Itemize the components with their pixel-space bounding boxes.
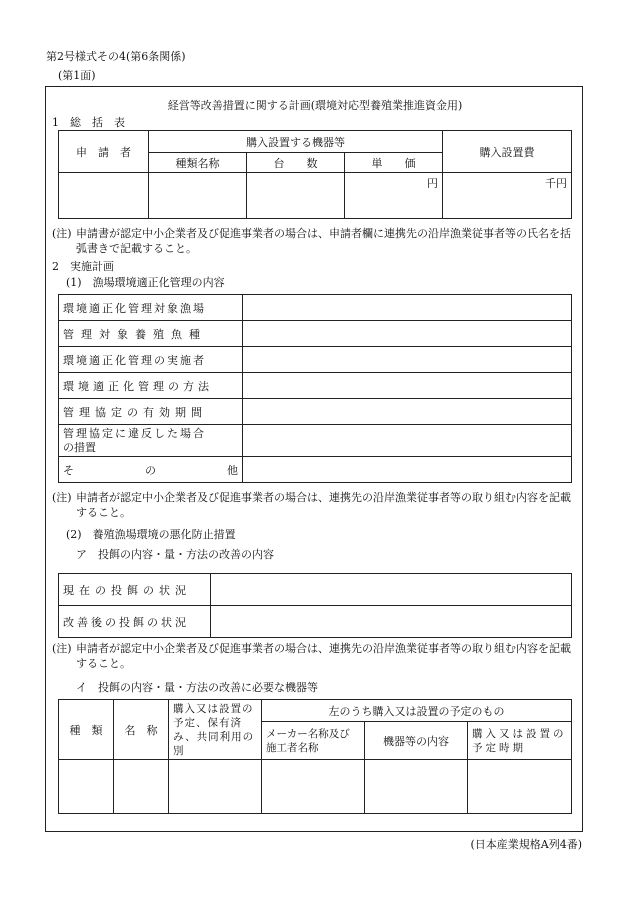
quantity-cell[interactable]: [247, 173, 345, 219]
target-fishery-value[interactable]: [243, 295, 572, 321]
name-cell[interactable]: [114, 760, 169, 814]
row-other: [63, 462, 238, 478]
section2-heading: 2 実施計画: [52, 260, 114, 273]
unit-thousand-yen: 千円: [545, 177, 567, 190]
other-char-1: そ: [63, 463, 74, 477]
quantity-header: 台 数: [247, 153, 345, 173]
other-char-3: 他: [227, 463, 238, 477]
footer-standard: (日本産業規格A列4番): [470, 838, 582, 851]
cost-header: 購入設置費: [443, 131, 572, 173]
unit-yen: 円: [427, 177, 438, 190]
current-feeding-value[interactable]: [211, 574, 572, 606]
sub1-heading: (1) 漁場環境適正化管理の内容: [66, 276, 225, 289]
violation-value[interactable]: [243, 425, 572, 457]
improved-feeding-value[interactable]: [211, 606, 572, 638]
note-2: 申請者が認定中小企業者及び促進事業者の場合は、連携先の沿岸漁業従事者等の取り組む内容を記載すること。: [76, 491, 571, 519]
name-header: 名 称: [114, 700, 169, 760]
note-label-2: (注): [52, 491, 72, 504]
other-char-2: の: [145, 463, 156, 477]
row-improved-feeding: 改善後の投餌の状況: [63, 615, 189, 629]
planned-time-header: 購入又は設置の予定時期: [468, 722, 572, 760]
method-value[interactable]: [243, 373, 572, 399]
maker-header: メーカー名称及び施工者名称: [262, 722, 365, 760]
row-target-species: 管理対象養殖魚種: [63, 327, 207, 341]
row-validity: 管理協定の有効期間: [63, 405, 207, 419]
row-violation-cont: の措置: [63, 440, 96, 454]
sub2a-heading: ア 投餌の内容・量・方法の改善の内容: [76, 548, 274, 561]
page-label: (第1面): [58, 69, 96, 82]
type-name-header: 種類名称: [149, 153, 247, 173]
applicant-header: 申 請 者: [59, 131, 149, 173]
form-number: 第2号様式その4(第6条関係): [46, 50, 186, 63]
maker-cell[interactable]: [262, 760, 365, 814]
row-target-fishery: 環境適正化管理対象漁場: [63, 301, 206, 315]
note-1: 申請書が認定中小企業者及び促進事業者の場合は、申請者欄に連携先の沿岸漁業従事者等の氏名を括弧書きで記載すること。: [76, 227, 571, 255]
purchase-status-header: 購入又は設置の予定、保有済み、共同利用の別: [169, 700, 262, 760]
page-title: 経営等改善措置に関する計画(環境対応型養殖業推進資金用): [167, 99, 463, 112]
row-current-feeding: 現在の投餌の状況: [63, 583, 191, 597]
section1-heading: 1 総 括 表: [52, 116, 125, 129]
sub2b-heading: イ 投餌の内容・量・方法の改善に必要な機器等: [76, 681, 318, 694]
type-header: 種 類: [59, 700, 114, 760]
note-3: 申請者が認定中小企業者及び促進事業者の場合は、連携先の沿岸漁業従事者等の取り組む内容を記載すること。: [76, 642, 571, 670]
note-label-3: (注): [52, 642, 72, 655]
cost-cell[interactable]: [443, 173, 572, 219]
unit-price-header: 単 価: [345, 153, 443, 173]
summary-table: [58, 130, 572, 219]
unit-price-cell[interactable]: [345, 173, 443, 219]
equipment-content-header: 機器等の内容: [365, 722, 468, 760]
type-name-cell[interactable]: [149, 173, 247, 219]
note-label-1: (注): [52, 227, 72, 240]
equipment-content-cell[interactable]: [365, 760, 468, 814]
type-cell[interactable]: [59, 760, 114, 814]
applicant-cell[interactable]: [59, 173, 149, 219]
feeding-table: [58, 573, 572, 638]
validity-value[interactable]: [243, 399, 572, 425]
other-value[interactable]: [243, 457, 572, 483]
management-table: [58, 294, 572, 483]
target-species-value[interactable]: [243, 321, 572, 347]
planned-time-cell[interactable]: [468, 760, 572, 814]
equipment-group-header: 購入設置する機器等: [149, 131, 443, 153]
implementer-value[interactable]: [243, 347, 572, 373]
row-method: 環境適正化管理の方法: [63, 379, 213, 393]
planned-group-header: 左のうち購入又は設置の予定のもの: [262, 700, 572, 722]
purchase-status-cell[interactable]: [169, 760, 262, 814]
row-violation: 管理協定に違反した場合: [63, 426, 206, 440]
equipment-table: [58, 699, 572, 814]
row-implementer: 環境適正化管理の実施者: [63, 353, 206, 367]
sub2-heading: (2) 養殖漁場環境の悪化防止措置: [66, 528, 236, 541]
